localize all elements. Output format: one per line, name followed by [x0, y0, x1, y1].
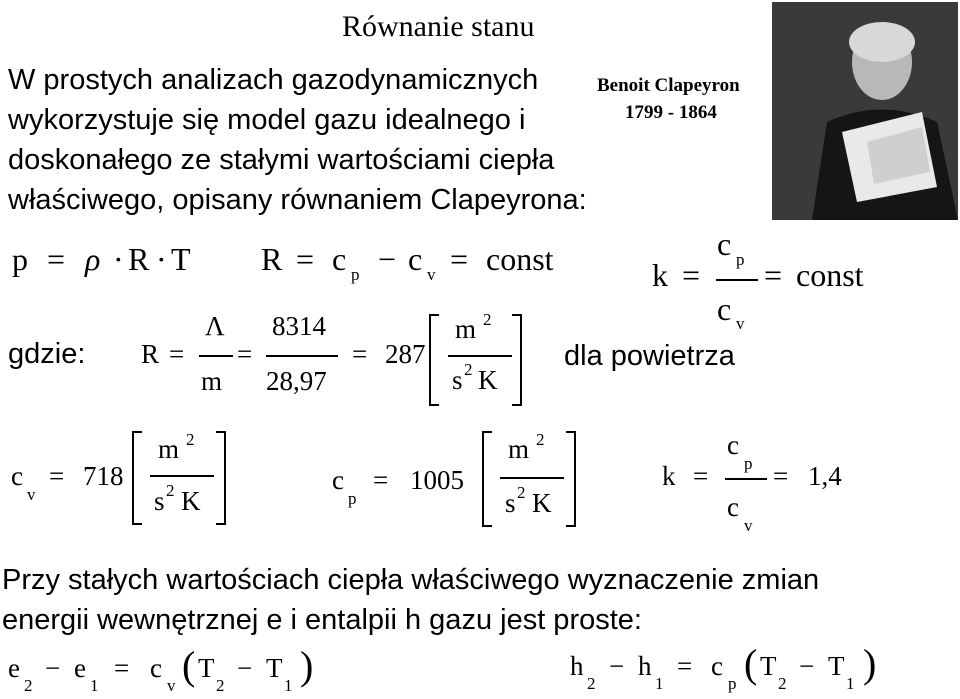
- gdzie-equals: =: [352, 339, 368, 369]
- cp-value: 1005: [410, 465, 464, 495]
- energy-lparen: (: [182, 643, 196, 688]
- eq-k-equals: =: [764, 257, 783, 293]
- energy-T2-subscript: 2: [216, 676, 225, 695]
- energy-minus: −: [45, 653, 61, 683]
- unit-exp: 2: [464, 360, 473, 379]
- eq-state-dot: ·: [156, 241, 167, 277]
- k-equals: =: [773, 461, 789, 491]
- portrait-image: [772, 2, 958, 220]
- energy-T2: T: [198, 653, 215, 683]
- fraction-bar: [150, 475, 214, 477]
- bracket-right: [566, 431, 576, 433]
- gdzie-8314: 8314: [272, 311, 326, 341]
- bracket-left: [429, 314, 439, 316]
- enthalpy-h2: h: [570, 651, 584, 681]
- portrait-years: 1799 - 1864: [625, 102, 717, 123]
- eq-R-equals: =: [450, 241, 469, 277]
- gdzie-lambda: Λ: [205, 311, 225, 341]
- eq-R-cv: c: [408, 241, 423, 277]
- cp-subscript: p: [348, 489, 357, 508]
- unit-exp: 2: [517, 483, 526, 502]
- unit-exp: 2: [166, 481, 175, 500]
- enthalpy-rparen: ): [863, 641, 877, 686]
- enthalpy-equals: =: [677, 651, 693, 681]
- fraction-bar: [199, 355, 233, 357]
- page-title: Równanie stanu: [342, 10, 535, 43]
- eq-k-numerator-subscript: p: [736, 250, 745, 269]
- bracket-right: [224, 431, 226, 525]
- enthalpy-minus: −: [799, 651, 815, 681]
- energy-e1: e: [74, 653, 86, 683]
- unit-exp: 2: [536, 430, 545, 449]
- bracket-left: [132, 523, 142, 525]
- eq-R-cv-subscript: v: [427, 265, 436, 284]
- eq-R-cp: c: [332, 241, 347, 277]
- unit-m: m: [158, 434, 180, 464]
- gdzie-R: R: [141, 339, 160, 369]
- k-numerator: c: [727, 430, 739, 460]
- gdzie-equals: =: [169, 339, 185, 369]
- energy-rparen: ): [300, 643, 314, 688]
- gdzie-equals: =: [237, 339, 253, 369]
- gdzie-2897: 28,97: [266, 366, 327, 396]
- fraction-bar: [448, 355, 512, 357]
- eq-R-minus: −: [378, 241, 397, 277]
- intro-line: W prostych analizach gazodynamicznych: [8, 64, 539, 96]
- intro-line: właściwego, opisany równaniem Clapeyrona:: [8, 184, 587, 216]
- bracket-left: [482, 431, 492, 433]
- enthalpy-lparen: (: [744, 641, 758, 686]
- portrait-drawing: [772, 2, 958, 220]
- k-value: 1,4: [808, 461, 842, 491]
- energy-minus: −: [237, 653, 253, 683]
- eq-state-R: R: [128, 241, 150, 277]
- unit-s: s: [154, 486, 165, 516]
- k-denominator: c: [727, 492, 739, 522]
- bracket-left: [429, 314, 431, 406]
- enthalpy-T1: T: [828, 651, 845, 681]
- outro-paragraph: [2, 560, 819, 640]
- bracket-left: [429, 404, 439, 406]
- bracket-left: [482, 431, 484, 527]
- energy-c-subscript: v: [167, 676, 176, 695]
- eq-R-cp-subscript: p: [351, 265, 360, 284]
- eq-R-const: const: [486, 241, 554, 277]
- energy-T1: T: [266, 653, 283, 683]
- outro-line: Przy stałych wartościach ciepła właściwego wyznaczenie zmian: [2, 564, 820, 596]
- portrait-name: Benoit Clapeyron: [597, 75, 740, 96]
- gdzie-label: gdzie:: [8, 338, 86, 370]
- cv-equals: =: [49, 461, 65, 491]
- eq-k-equals: =: [682, 257, 701, 293]
- unit-K: K: [532, 488, 552, 518]
- gdzie-287: 287: [385, 339, 426, 369]
- cp-equals: =: [373, 465, 389, 495]
- bracket-right: [216, 431, 226, 433]
- enthalpy-T2: T: [760, 651, 777, 681]
- unit-s: s: [452, 365, 463, 395]
- eq-k-numerator: c: [717, 226, 732, 262]
- intro-line: doskonałego ze stałymi wartościami ciepła: [8, 144, 555, 176]
- fraction-bar: [500, 477, 564, 479]
- enthalpy-T2-subscript: 2: [778, 674, 787, 693]
- energy-e1-subscript: 1: [90, 676, 99, 695]
- fraction-bar: [725, 478, 767, 480]
- note-air: dla powietrza: [564, 340, 735, 372]
- enthalpy-h1: h: [638, 651, 652, 681]
- enthalpy-h1-subscript: 1: [655, 674, 664, 693]
- k-numerator-subscript: p: [744, 454, 753, 473]
- unit-m: m: [455, 314, 477, 344]
- cv-subscript: v: [27, 485, 36, 504]
- bracket-right: [574, 431, 576, 527]
- eq-state-p: p: [12, 241, 28, 277]
- unit-s: s: [505, 488, 516, 518]
- gdzie-m: m: [201, 366, 223, 396]
- eq-state-rho: ρ: [85, 241, 101, 277]
- eq-state-equals: =: [47, 241, 66, 277]
- outro-line: energii wewnętrznej e i entalpii h gazu jest proste:: [2, 604, 642, 636]
- cv-symbol: c: [11, 461, 23, 491]
- eq-k-symbol: k: [652, 257, 668, 293]
- eq-k-const: const: [796, 257, 864, 293]
- fraction-bar: [716, 279, 758, 281]
- bracket-right: [566, 525, 576, 527]
- energy-equals: =: [114, 653, 130, 683]
- energy-c: c: [150, 653, 162, 683]
- bracket-left: [132, 431, 134, 525]
- eq-R-symbol: R: [261, 241, 283, 277]
- bracket-left: [482, 525, 492, 527]
- enthalpy-c: c: [711, 651, 723, 681]
- k-denominator-subscript: v: [744, 516, 753, 535]
- cv-value: 718: [83, 461, 124, 491]
- eq-k-denominator: c: [717, 291, 732, 327]
- enthalpy-T1-subscript: 1: [846, 674, 855, 693]
- energy-T1-subscript: 1: [284, 676, 293, 695]
- bracket-left: [132, 431, 142, 433]
- eq-R-equals: =: [296, 241, 315, 277]
- unit-exp: 2: [483, 310, 492, 329]
- intro-line: wykorzystuje się model gazu idealnego i: [8, 104, 526, 136]
- unit-K: K: [478, 365, 498, 395]
- enthalpy-h2-subscript: 2: [587, 674, 596, 693]
- eq-state-T: T: [171, 241, 191, 277]
- bracket-right: [520, 314, 522, 406]
- enthalpy-minus: −: [609, 651, 625, 681]
- energy-e2: e: [8, 653, 20, 683]
- k-symbol: k: [662, 461, 676, 491]
- bracket-right: [512, 314, 522, 316]
- energy-e2-subscript: 2: [24, 676, 33, 695]
- bracket-right: [216, 523, 226, 525]
- fraction-bar: [266, 355, 338, 357]
- enthalpy-c-subscript: p: [728, 674, 737, 693]
- bracket-right: [512, 404, 522, 406]
- eq-k-denominator-subscript: v: [736, 314, 745, 333]
- unit-K: K: [181, 486, 201, 516]
- cp-symbol: c: [332, 465, 344, 495]
- unit-exp: 2: [186, 430, 195, 449]
- k-equals: =: [693, 461, 709, 491]
- intro-paragraph: [8, 60, 628, 220]
- unit-m: m: [508, 434, 530, 464]
- eq-state-dot: ·: [113, 241, 124, 277]
